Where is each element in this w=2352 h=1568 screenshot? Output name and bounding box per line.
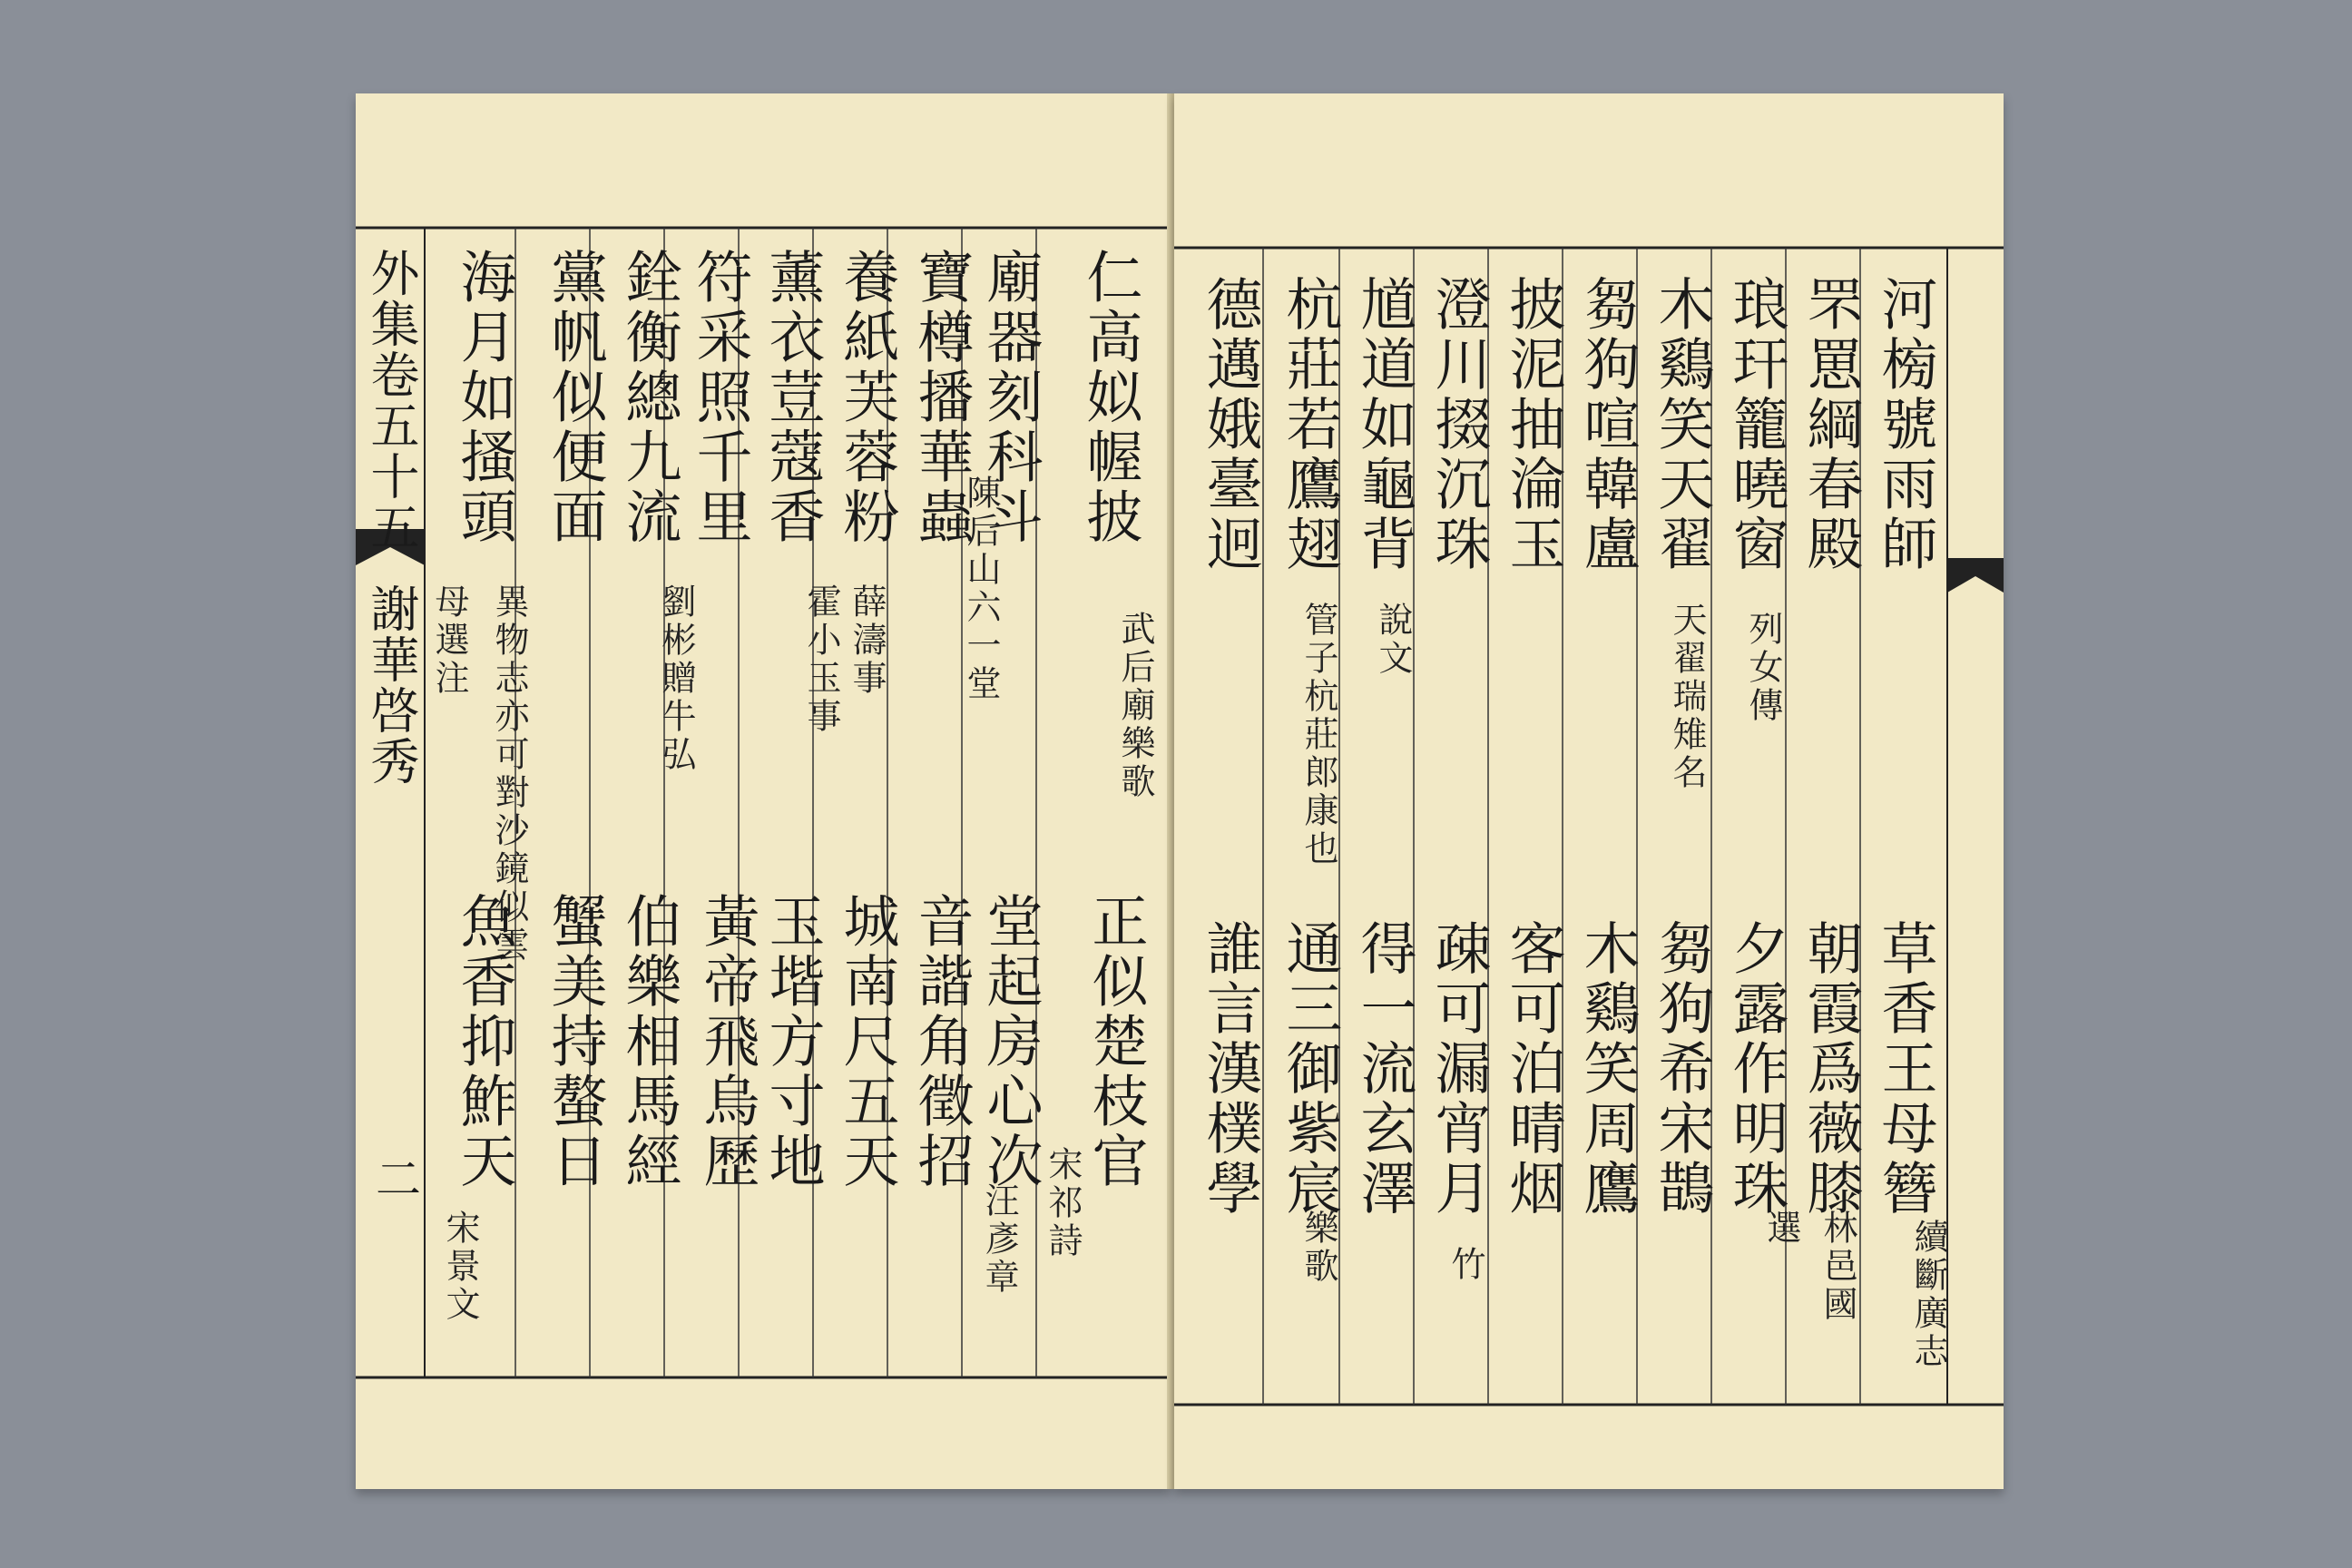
text-column: 黃帝飛烏歷 xyxy=(694,892,760,1191)
text-column: 通三御紫宸 xyxy=(1277,919,1343,1219)
text-column: 寶樽播華蟲 xyxy=(908,248,975,547)
text-column: 木鷄笑天翟 xyxy=(1649,275,1715,574)
annotation: 天翟瑞雉名 xyxy=(1667,602,1707,792)
text-column: 得一流玄澤 xyxy=(1351,919,1417,1219)
text-column: 木鷄笑周鷹 xyxy=(1574,919,1641,1219)
leaf-number: 二 xyxy=(368,1155,421,1200)
left-text xyxy=(356,93,1171,1489)
text-column: 夕露作明珠 xyxy=(1723,919,1789,1219)
annotation: 林邑國 xyxy=(1818,1210,1857,1324)
text-column: 養紙芙蓉粉 xyxy=(834,248,900,547)
text-column: 客可泊晴烟 xyxy=(1500,919,1566,1219)
text-column: 德邁娥臺迥 xyxy=(1197,275,1263,574)
text-column: 馗道如龜背 xyxy=(1351,275,1417,574)
text-column: 黨帆似便面 xyxy=(542,248,608,547)
text-column: 芻狗希宋鵲 xyxy=(1649,919,1715,1219)
annotation: 汪彥章 xyxy=(979,1182,1019,1297)
text-column: 河㮄號雨師 xyxy=(1872,275,1938,574)
text-column: 堂起房心次 xyxy=(977,892,1044,1191)
text-column: 芻狗喧韓盧 xyxy=(1574,275,1641,574)
margin-title: 外集卷五十五 xyxy=(363,248,420,553)
text-column: 披泥抽淪玉 xyxy=(1500,275,1566,574)
annotation: 說文 xyxy=(1373,602,1413,678)
annotation: 薛濤事 xyxy=(847,583,887,698)
text-column: 伯樂相馬經 xyxy=(616,892,682,1191)
annotation: 選 xyxy=(1761,1210,1801,1248)
annotation: 續斷廣志 xyxy=(1908,1219,1948,1371)
text-column: 罘罳綱春殿 xyxy=(1798,275,1864,574)
margin-subtitle: 謝華啓秀 xyxy=(363,583,420,787)
annotation: 宋祁詩 xyxy=(1043,1146,1083,1260)
annotation: 劉彬贈牛弘 xyxy=(656,583,696,774)
text-column: 魚香抑鮓天 xyxy=(451,892,517,1191)
annotation: 竹 xyxy=(1446,1246,1485,1284)
text-column: 廟器刻科斗 xyxy=(977,248,1044,547)
annotation: 陳后山六一堂 xyxy=(961,475,1001,703)
annotation: 母選注 xyxy=(429,583,469,698)
annotation: 樂歌 xyxy=(1298,1210,1338,1286)
right-page xyxy=(1174,93,2004,1489)
text-column: 銓衡總九流 xyxy=(616,248,682,547)
text-column: 正似楚枝官 xyxy=(1083,892,1149,1191)
annotation: 武后廟樂歌 xyxy=(1115,611,1155,801)
annotation: 列女傳 xyxy=(1743,611,1783,725)
annotation: 宋景文 xyxy=(440,1210,480,1324)
text-column: 仁高姒幄披 xyxy=(1077,248,1143,547)
text-column: 澄川掇沉珠 xyxy=(1426,275,1492,574)
text-column: 琅玕籠曉窗 xyxy=(1723,275,1789,574)
text-column: 誰言漢樸學 xyxy=(1197,919,1263,1219)
text-column: 蟹美持螯日 xyxy=(542,892,608,1191)
annotation: 管子杭莊郎康也 xyxy=(1298,602,1338,868)
annotation: 異物志亦可對沙鏡似雲 xyxy=(489,583,529,965)
right-text xyxy=(1174,93,2004,1489)
text-column: 草香王母簪 xyxy=(1872,919,1938,1219)
text-column: 玉堦方寸地 xyxy=(760,892,826,1191)
text-column: 杭莊若鷹翅 xyxy=(1277,275,1343,574)
left-page xyxy=(356,93,1171,1489)
annotation: 霍小玉事 xyxy=(801,583,841,736)
text-column: 海月如搔頭 xyxy=(451,248,517,547)
text-column: 符采照千里 xyxy=(687,248,753,547)
text-column: 疎可漏宵月 xyxy=(1426,919,1492,1219)
text-column: 城南尺五天 xyxy=(834,892,900,1191)
text-column: 音諧角徵招 xyxy=(908,892,975,1191)
text-column: 朝霞爲薇膝 xyxy=(1798,919,1864,1219)
text-column: 薰衣荳蔻香 xyxy=(760,248,826,547)
